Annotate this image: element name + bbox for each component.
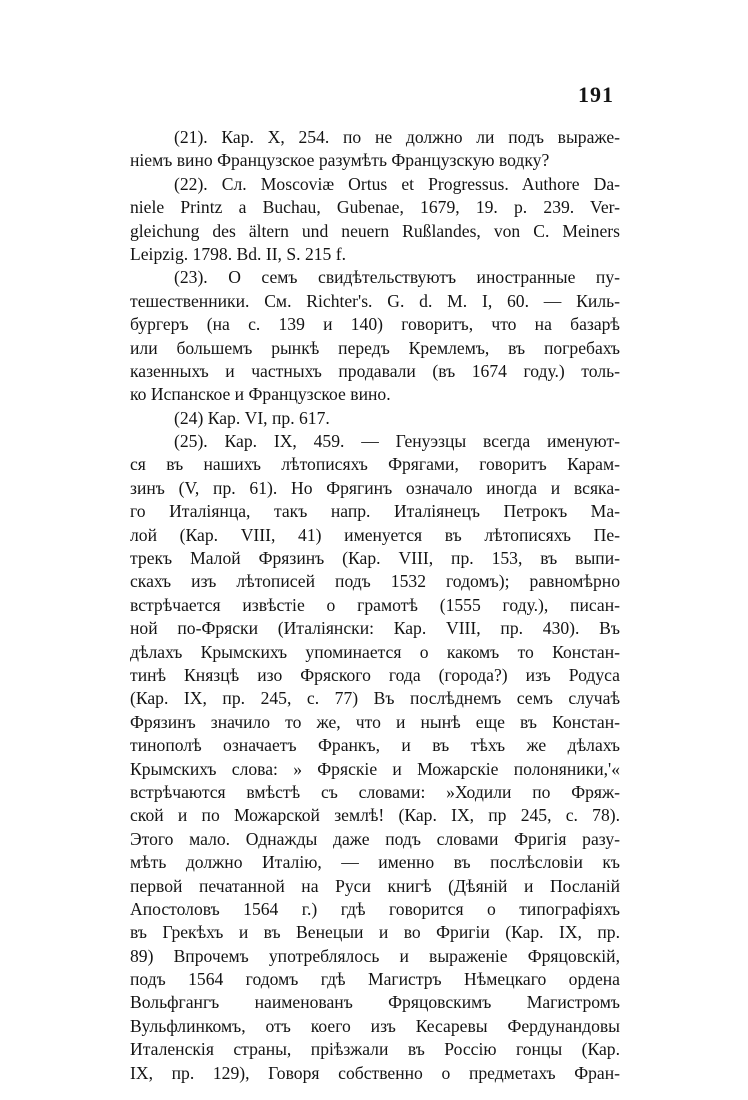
text-line: встрѣчается извѣстіе о грамотѣ (1555 году.), писан- bbox=[130, 594, 620, 615]
text-line: встрѣчаются вмѣстѣ съ словами: »Ходили по Фряж- bbox=[130, 781, 620, 802]
text-line: (23). О семъ свидѣтельствуютъ иностранные пу- bbox=[174, 267, 620, 288]
text-line: (Кар. IX, пр. 245, с. 77) Въ послѣднемъ семъ случаѣ bbox=[130, 688, 620, 709]
text-line: подъ 1564 годомъ гдѣ Магистръ Нѣмецкаго ордена bbox=[130, 969, 620, 990]
text-line: (24) Кар. VI, пр. 617. bbox=[174, 407, 330, 428]
text-line: зинъ (V, пр. 61). Но Фрягинъ означало иногда и всяка- bbox=[130, 477, 620, 498]
text-line: Вольфгангъ наименованъ Фряцовскимъ Магистромъ bbox=[130, 992, 620, 1013]
text-line: (21). Кар. X, 254. по не должно ли подъ выраже- bbox=[174, 127, 620, 147]
text-line: ніемъ вино Французское разумѣть Французскую водку? bbox=[130, 150, 550, 171]
page-number: 191 bbox=[578, 82, 614, 107]
text-line: Апостоловъ 1564 г.) гдѣ говорится о типографіяхъ bbox=[130, 898, 620, 919]
text-line: скахъ изъ лѣтописей подъ 1532 годомъ); равномѣрно bbox=[130, 571, 620, 592]
text-line: niele Printz a Buchau, Gubenae, 1679, 19. p. 239. Ver- bbox=[130, 197, 620, 218]
text-line: тешественники. См. Richter's. G. d. M. I, 60. — Киль- bbox=[130, 290, 620, 311]
text-line: казенныхъ и частныхъ продавали (въ 1674 году.) толь- bbox=[130, 360, 620, 381]
footnotes-text bbox=[130, 126, 620, 1085]
text-line: Фрязинъ значило то же, что и нынѣ еще въ Констан- bbox=[130, 711, 620, 732]
text-line: Leipzig. 1798. Bd. II, S. 215 f. bbox=[130, 243, 346, 264]
text-line: Вульфлинкомъ, отъ коего изъ Кесаревы Фердунандовы bbox=[130, 1015, 620, 1036]
text-line: тинополѣ означаетъ Франкъ, и въ тѣхъ же дѣлахъ bbox=[130, 735, 620, 756]
text-line: ся въ нашихъ лѣтописяхъ Фрягами, говоритъ Карам- bbox=[130, 454, 620, 475]
text-line: го Италіянца, такъ напр. Италіянецъ Петрокъ Ма- bbox=[130, 501, 620, 522]
text-line: трекъ Малой Фрязинъ (Кар. VIII, пр. 153, въ выпи- bbox=[130, 548, 620, 569]
text-line: въ Грекѣхъ и въ Венецыи и во Фригіи (Кар. IX, пр. bbox=[130, 922, 620, 943]
text-line: ко Испанское и Французское вино. bbox=[130, 384, 391, 405]
text-line: (22). Сл. Moscoviæ Ortus et Progressus. Authore Da- bbox=[174, 173, 620, 194]
text-line: бургеръ (на с. 139 и 140) говоритъ, что на базарѣ bbox=[130, 314, 620, 335]
text-line: Италенскія страны, пріѣзжали въ Россію гонцы (Кар. bbox=[130, 1039, 620, 1060]
text-line: (25). Кар. IX, 459. — Генуэзцы всегда именуют- bbox=[174, 431, 620, 452]
text-line: Крымскихъ слова: » Фряскіе и Можарскіе полоняники,'« bbox=[130, 758, 620, 779]
text-line: дѣлахъ Крымскихъ упоминается о какомъ то Констан- bbox=[130, 641, 620, 662]
text-line: ской и по Можарской землѣ! (Кар. IX, пр 245, с. 78). bbox=[130, 805, 620, 826]
text-line: IX, пр. 129), Говоря собственно о предметахъ Фран- bbox=[130, 1062, 620, 1083]
text-line: тинѣ Князцѣ изо Фряского года (города?) изъ Родуса bbox=[130, 664, 620, 685]
text-line: Этого мало. Однажды даже подъ словами Фригія разу- bbox=[130, 828, 620, 849]
text-line: ной по-Фряски (Италіянски: Кар. VIII, пр. 430). Въ bbox=[130, 618, 620, 639]
text-line: или большемъ рынкѣ передъ Кремлемъ, въ погребахъ bbox=[130, 337, 620, 358]
text-line: первой печатанной на Руси книгѣ (Дѣяній и Посланій bbox=[130, 875, 620, 896]
text-line: лой (Кар. VIII, 41) именуется въ лѣтописяхъ Пе- bbox=[130, 524, 620, 545]
text-line: 89) Впрочемъ употреблялось и выраженіе Фряцовскій, bbox=[130, 945, 620, 966]
text-line: мѣть должно Италію, — именно въ послѣсловіи къ bbox=[130, 852, 620, 873]
text-line: gleichung des ältern und neuern Rußlandes, von C. Meiners bbox=[130, 220, 620, 241]
